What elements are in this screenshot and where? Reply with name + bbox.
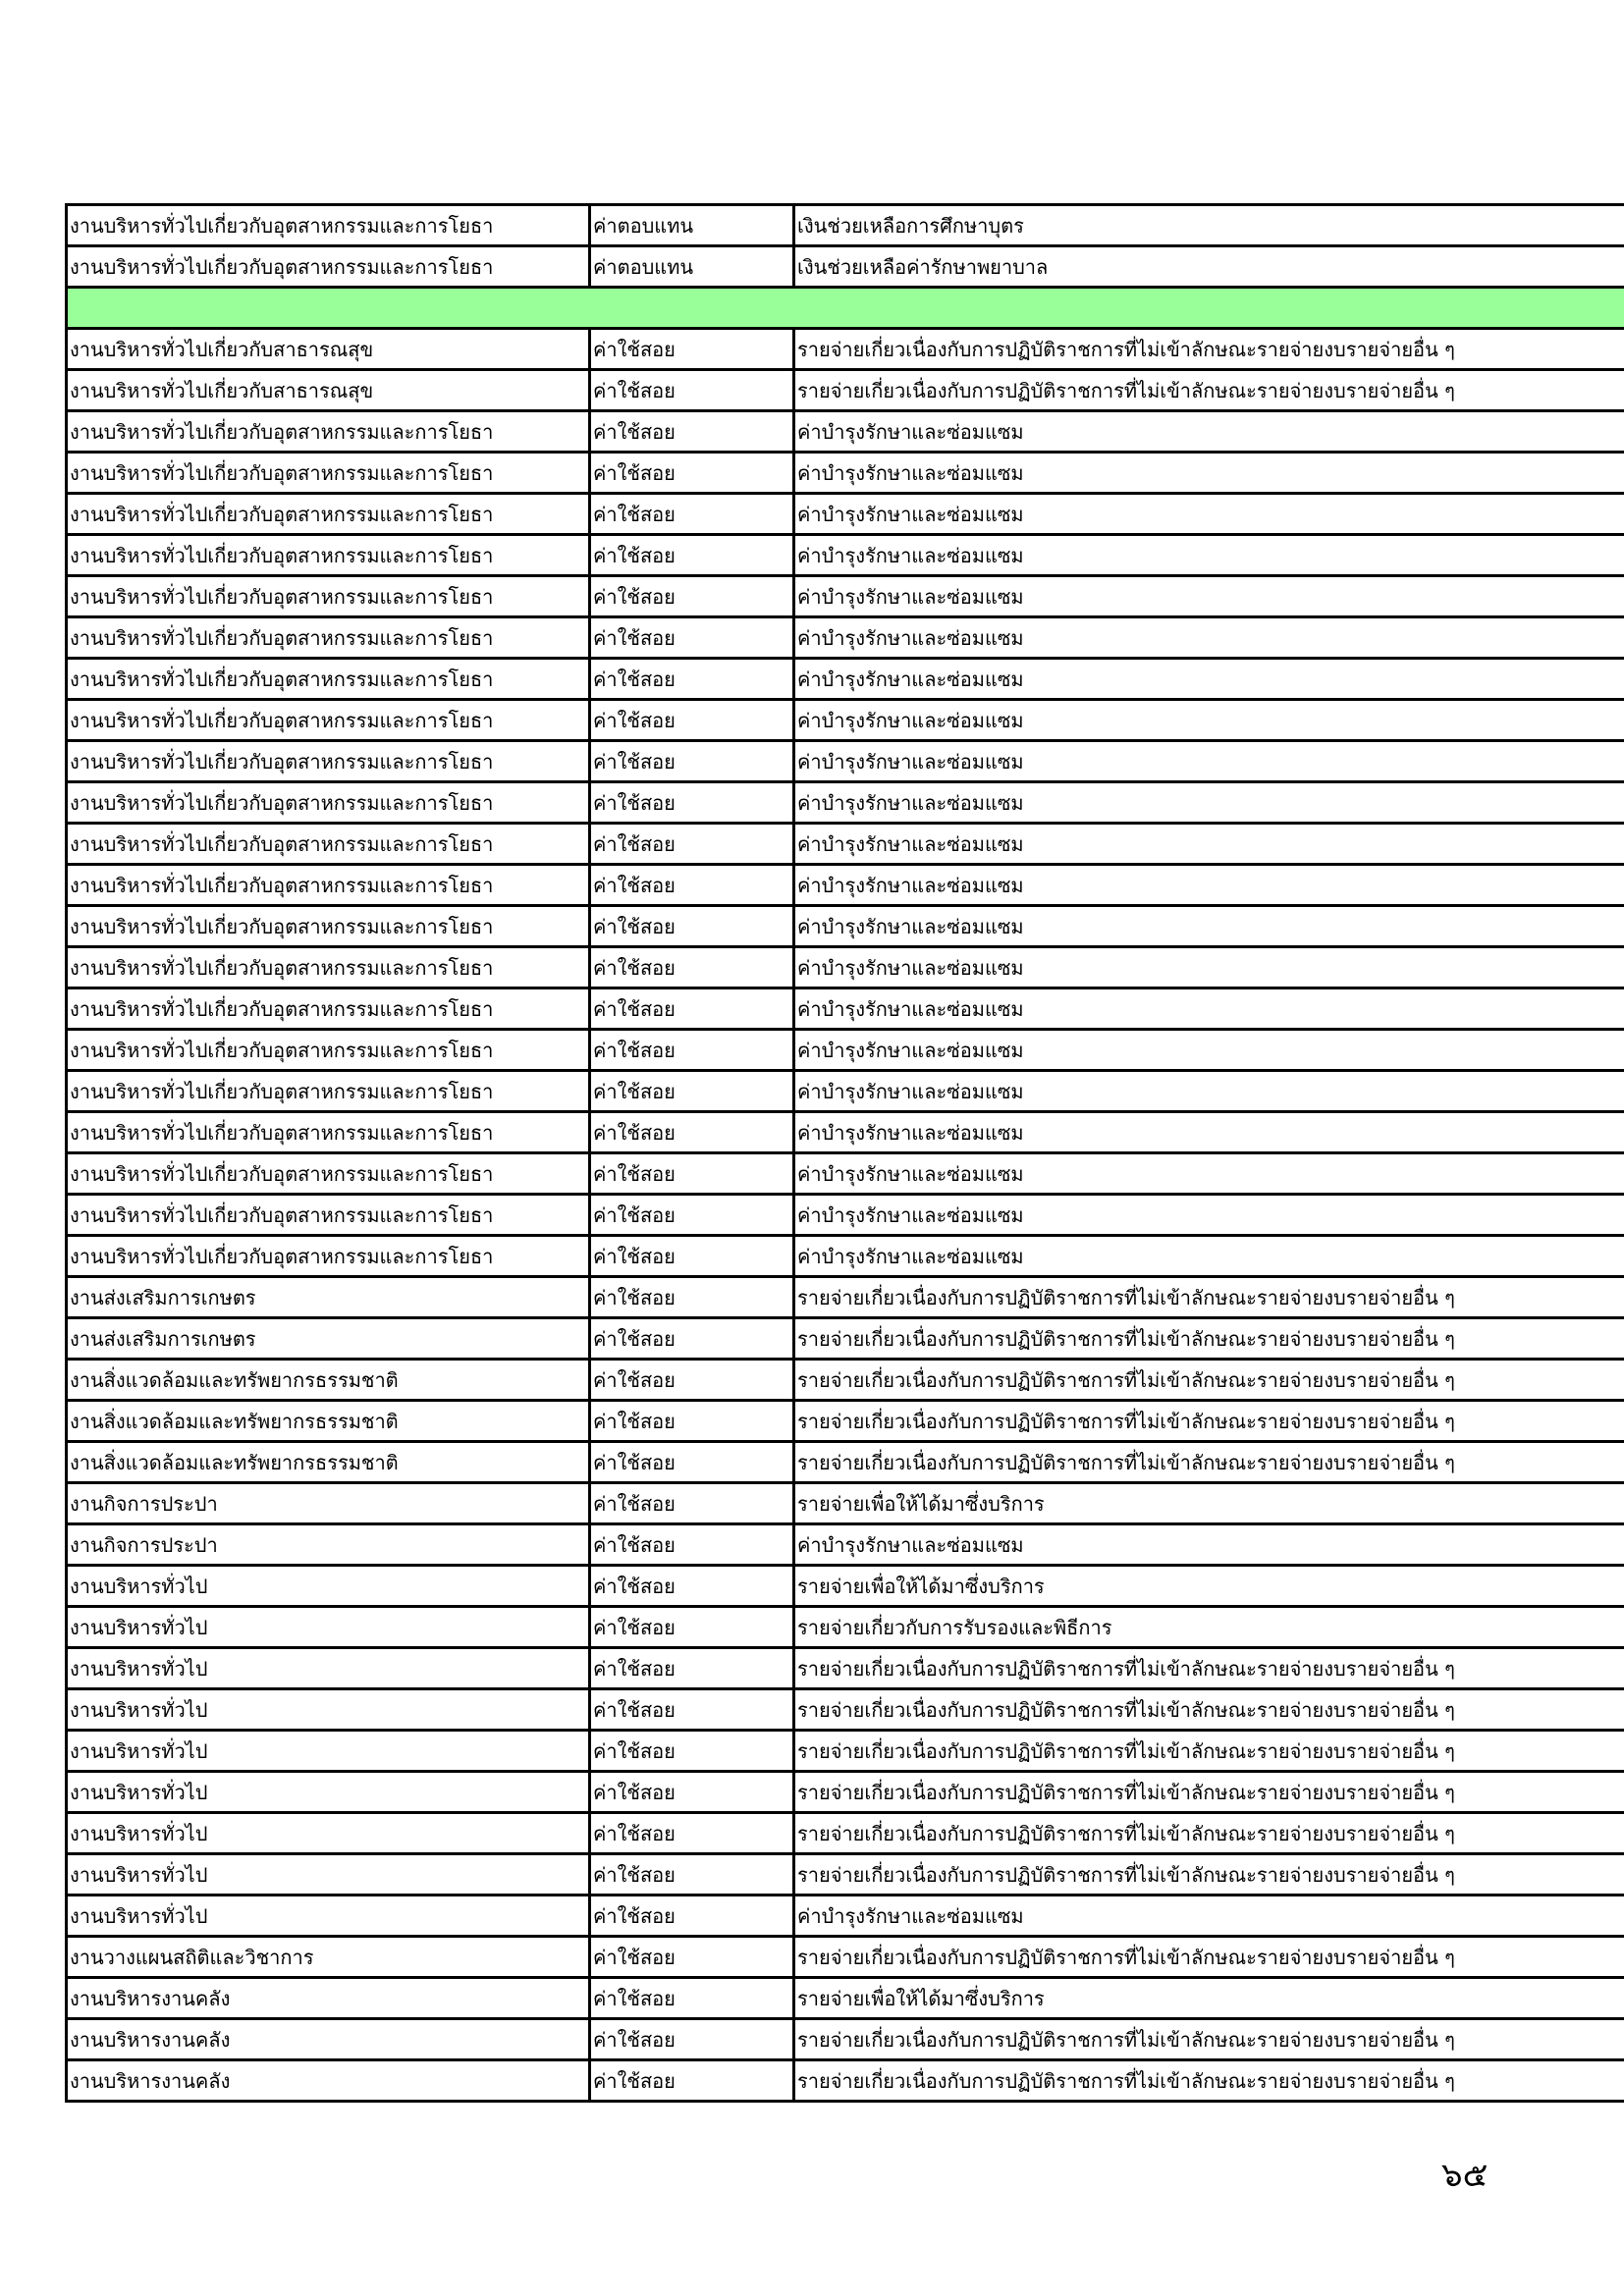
- expense-category-cell: ค่าใช้สอย: [590, 1689, 794, 1731]
- expense-category-cell: ค่าใช้สอย: [590, 453, 794, 494]
- work-unit-cell: งานบริหารทั่วไปเกี่ยวกับอุตสาหกรรมและการโยธา: [67, 1195, 590, 1236]
- table-row: [67, 1648, 1624, 1689]
- table-row: [67, 1112, 1624, 1153]
- work-unit-cell: งานบริหารทั่วไป: [67, 1689, 590, 1731]
- expense-item-cell: เงินช่วยเหลือการศึกษาบุตร: [794, 205, 1624, 246]
- expense-item-cell: ค่าบำรุงรักษาและซ่อมแซม: [794, 1030, 1624, 1071]
- expense-category-cell: ค่าใช้สอย: [590, 1813, 794, 1854]
- table-row: [67, 1483, 1624, 1524]
- expense-category-cell: ค่าใช้สอย: [590, 782, 794, 824]
- expense-item-cell: รายจ่ายเกี่ยวเนื่องกับการปฏิบัติราชการที่ไม่เข้าลักษณะรายจ่ายงบรายจ่ายอื่น ๆ: [794, 370, 1624, 411]
- table-row: [67, 782, 1624, 824]
- expense-item-cell: ค่าบำรุงรักษาและซ่อมแซม: [794, 741, 1624, 782]
- expense-item-cell: รายจ่ายเกี่ยวเนื่องกับการปฏิบัติราชการที่ไม่เข้าลักษณะรายจ่ายงบรายจ่ายอื่น ๆ: [794, 1772, 1624, 1813]
- expense-item-cell: รายจ่ายเกี่ยวกับการรับรองและพิธีการ: [794, 1607, 1624, 1648]
- expense-item-cell: ค่าบำรุงรักษาและซ่อมแซม: [794, 700, 1624, 741]
- table-row: [67, 1566, 1624, 1607]
- expense-category-cell: ค่าใช้สอย: [590, 329, 794, 370]
- expense-item-cell: ค่าบำรุงรักษาและซ่อมแซม: [794, 1236, 1624, 1277]
- work-unit-cell: งานบริหารทั่วไป: [67, 1607, 590, 1648]
- expense-item-cell: รายจ่ายเกี่ยวเนื่องกับการปฏิบัติราชการที่ไม่เข้าลักษณะรายจ่ายงบรายจ่ายอื่น ๆ: [794, 1318, 1624, 1360]
- table-row: [67, 576, 1624, 617]
- table-row: [67, 494, 1624, 535]
- table-row: [67, 1401, 1624, 1442]
- expense-item-cell: ค่าบำรุงรักษาและซ่อมแซม: [794, 453, 1624, 494]
- table-row: [67, 1813, 1624, 1854]
- table-row: [67, 329, 1624, 370]
- work-unit-cell: งานบริหารทั่วไปเกี่ยวกับอุตสาหกรรมและการโยธา: [67, 741, 590, 782]
- work-unit-cell: งานบริหารทั่วไปเกี่ยวกับสาธารณสุข: [67, 370, 590, 411]
- work-unit-cell: งานบริหารทั่วไปเกี่ยวกับอุตสาหกรรมและการโยธา: [67, 865, 590, 906]
- expense-category-cell: ค่าใช้สอย: [590, 1153, 794, 1195]
- expense-item-cell: รายจ่ายเกี่ยวเนื่องกับการปฏิบัติราชการที่ไม่เข้าลักษณะรายจ่ายงบรายจ่ายอื่น ๆ: [794, 1731, 1624, 1772]
- work-unit-cell: งานบริหารทั่วไปเกี่ยวกับอุตสาหกรรมและการโยธา: [67, 1030, 590, 1071]
- expense-item-cell: ค่าบำรุงรักษาและซ่อมแซม: [794, 1896, 1624, 1937]
- expense-category-cell: ค่าใช้สอย: [590, 1071, 794, 1112]
- expense-category-cell: ค่าใช้สอย: [590, 1896, 794, 1937]
- expense-item-cell: รายจ่ายเกี่ยวเนื่องกับการปฏิบัติราชการที่ไม่เข้าลักษณะรายจ่ายงบรายจ่ายอื่น ๆ: [794, 1648, 1624, 1689]
- expense-category-cell: ค่าใช้สอย: [590, 1772, 794, 1813]
- work-unit-cell: งานสิ่งแวดล้อมและทรัพยากรธรรมชาติ: [67, 1442, 590, 1483]
- table-row: [67, 453, 1624, 494]
- expense-item-cell: ค่าบำรุงรักษาและซ่อมแซม: [794, 1524, 1624, 1566]
- table-row: [67, 824, 1624, 865]
- expense-item-cell: ค่าบำรุงรักษาและซ่อมแซม: [794, 494, 1624, 535]
- expense-category-cell: ค่าใช้สอย: [590, 824, 794, 865]
- work-unit-cell: งานบริหารงานคลัง: [67, 2019, 590, 2060]
- expense-category-cell: ค่าใช้สอย: [590, 1978, 794, 2019]
- expense-category-cell: ค่าใช้สอย: [590, 1731, 794, 1772]
- table-row: [67, 906, 1624, 947]
- expense-category-cell: ค่าใช้สอย: [590, 576, 794, 617]
- work-unit-cell: งานบริหารทั่วไปเกี่ยวกับอุตสาหกรรมและการโยธา: [67, 988, 590, 1030]
- expense-category-cell: ค่าใช้สอย: [590, 2019, 794, 2060]
- expense-category-cell: ค่าใช้สอย: [590, 535, 794, 576]
- table-row: [67, 1153, 1624, 1195]
- expense-category-cell: ค่าใช้สอย: [590, 1442, 794, 1483]
- budget-table: [65, 203, 1624, 2103]
- expense-category-cell: ค่าใช้สอย: [590, 865, 794, 906]
- expense-category-cell: ค่าตอบแทน: [590, 205, 794, 246]
- work-unit-cell: งานบริหารทั่วไปเกี่ยวกับอุตสาหกรรมและการโยธา: [67, 700, 590, 741]
- expense-category-cell: ค่าใช้สอย: [590, 1854, 794, 1896]
- expense-item-cell: ค่าบำรุงรักษาและซ่อมแซม: [794, 1112, 1624, 1153]
- work-unit-cell: งานบริหารทั่วไปเกี่ยวกับอุตสาหกรรมและการโยธา: [67, 782, 590, 824]
- work-unit-cell: งานบริหารทั่วไป: [67, 1731, 590, 1772]
- expense-item-cell: รายจ่ายเกี่ยวเนื่องกับการปฏิบัติราชการที่ไม่เข้าลักษณะรายจ่ายงบรายจ่ายอื่น ๆ: [794, 2019, 1624, 2060]
- separator-row: [67, 288, 1624, 329]
- expense-category-cell: ค่าใช้สอย: [590, 1318, 794, 1360]
- work-unit-cell: งานบริหารทั่วไปเกี่ยวกับอุตสาหกรรมและการโยธา: [67, 824, 590, 865]
- table-row: [67, 1318, 1624, 1360]
- expense-item-cell: ค่าบำรุงรักษาและซ่อมแซม: [794, 824, 1624, 865]
- expense-item-cell: รายจ่ายเกี่ยวเนื่องกับการปฏิบัติราชการที่ไม่เข้าลักษณะรายจ่ายงบรายจ่ายอื่น ๆ: [794, 1689, 1624, 1731]
- separator-cell: [67, 288, 1624, 329]
- table-row: [67, 865, 1624, 906]
- table-row: [67, 411, 1624, 453]
- expense-item-cell: รายจ่ายเกี่ยวเนื่องกับการปฏิบัติราชการที่ไม่เข้าลักษณะรายจ่ายงบรายจ่ายอื่น ๆ: [794, 1937, 1624, 1978]
- table-row: [67, 1731, 1624, 1772]
- work-unit-cell: งานบริหารทั่วไปเกี่ยวกับสาธารณสุข: [67, 329, 590, 370]
- expense-item-cell: รายจ่ายเกี่ยวเนื่องกับการปฏิบัติราชการที่ไม่เข้าลักษณะรายจ่ายงบรายจ่ายอื่น ๆ: [794, 1442, 1624, 1483]
- table-row: [67, 947, 1624, 988]
- work-unit-cell: งานบริหารทั่วไป: [67, 1566, 590, 1607]
- work-unit-cell: งานวางแผนสถิติและวิชาการ: [67, 1937, 590, 1978]
- table-row: [67, 2060, 1624, 2102]
- work-unit-cell: งานบริหารทั่วไปเกี่ยวกับอุตสาหกรรมและการโยธา: [67, 411, 590, 453]
- expense-category-cell: ค่าใช้สอย: [590, 1937, 794, 1978]
- table-row: [67, 246, 1624, 288]
- table-row: [67, 2019, 1624, 2060]
- work-unit-cell: งานบริหารทั่วไปเกี่ยวกับอุตสาหกรรมและการโยธา: [67, 617, 590, 659]
- expense-category-cell: ค่าใช้สอย: [590, 1401, 794, 1442]
- expense-category-cell: ค่าใช้สอย: [590, 1648, 794, 1689]
- table-row: [67, 1236, 1624, 1277]
- expense-item-cell: ค่าบำรุงรักษาและซ่อมแซม: [794, 782, 1624, 824]
- expense-item-cell: เงินช่วยเหลือค่ารักษาพยาบาล: [794, 246, 1624, 288]
- table-row: [67, 1772, 1624, 1813]
- table-row: [67, 535, 1624, 576]
- table-row: [67, 1030, 1624, 1071]
- table-row: [67, 1978, 1624, 2019]
- table-row: [67, 1524, 1624, 1566]
- work-unit-cell: งานบริหารทั่วไปเกี่ยวกับอุตสาหกรรมและการโยธา: [67, 1112, 590, 1153]
- table-row: [67, 1937, 1624, 1978]
- expense-item-cell: รายจ่ายเพื่อให้ได้มาซึ่งบริการ: [794, 1566, 1624, 1607]
- expense-category-cell: ค่าใช้สอย: [590, 1236, 794, 1277]
- expense-category-cell: ค่าใช้สอย: [590, 494, 794, 535]
- expense-item-cell: ค่าบำรุงรักษาและซ่อมแซม: [794, 576, 1624, 617]
- work-unit-cell: งานบริหารทั่วไปเกี่ยวกับอุตสาหกรรมและการโยธา: [67, 1153, 590, 1195]
- expense-item-cell: ค่าบำรุงรักษาและซ่อมแซม: [794, 659, 1624, 700]
- expense-item-cell: รายจ่ายเกี่ยวเนื่องกับการปฏิบัติราชการที่ไม่เข้าลักษณะรายจ่ายงบรายจ่ายอื่น ๆ: [794, 329, 1624, 370]
- table-row: [67, 741, 1624, 782]
- work-unit-cell: งานบริหารงานคลัง: [67, 1978, 590, 2019]
- expense-category-cell: ค่าใช้สอย: [590, 988, 794, 1030]
- expense-item-cell: รายจ่ายเพื่อให้ได้มาซึ่งบริการ: [794, 1978, 1624, 2019]
- expense-item-cell: ค่าบำรุงรักษาและซ่อมแซม: [794, 906, 1624, 947]
- table-row: [67, 659, 1624, 700]
- expense-item-cell: รายจ่ายเกี่ยวเนื่องกับการปฏิบัติราชการที่ไม่เข้าลักษณะรายจ่ายงบรายจ่ายอื่น ๆ: [794, 1854, 1624, 1896]
- expense-item-cell: ค่าบำรุงรักษาและซ่อมแซม: [794, 411, 1624, 453]
- table-row: [67, 1277, 1624, 1318]
- expense-category-cell: ค่าใช้สอย: [590, 2060, 794, 2102]
- expense-category-cell: ค่าใช้สอย: [590, 700, 794, 741]
- expense-item-cell: ค่าบำรุงรักษาและซ่อมแซม: [794, 1153, 1624, 1195]
- expense-item-cell: รายจ่ายเกี่ยวเนื่องกับการปฏิบัติราชการที่ไม่เข้าลักษณะรายจ่ายงบรายจ่ายอื่น ๆ: [794, 1401, 1624, 1442]
- expense-category-cell: ค่าตอบแทน: [590, 246, 794, 288]
- expense-item-cell: ค่าบำรุงรักษาและซ่อมแซม: [794, 1195, 1624, 1236]
- table-row: [67, 370, 1624, 411]
- expense-category-cell: ค่าใช้สอย: [590, 370, 794, 411]
- expense-category-cell: ค่าใช้สอย: [590, 1195, 794, 1236]
- work-unit-cell: งานบริหารทั่วไป: [67, 1648, 590, 1689]
- table-row: [67, 1607, 1624, 1648]
- table-row: [67, 700, 1624, 741]
- work-unit-cell: งานบริหารทั่วไป: [67, 1772, 590, 1813]
- table-row: [67, 1195, 1624, 1236]
- work-unit-cell: งานบริหารทั่วไปเกี่ยวกับอุตสาหกรรมและการโยธา: [67, 576, 590, 617]
- expense-category-cell: ค่าใช้สอย: [590, 906, 794, 947]
- expense-category-cell: ค่าใช้สอย: [590, 1607, 794, 1648]
- table-row: [67, 988, 1624, 1030]
- work-unit-cell: งานบริหารทั่วไปเกี่ยวกับอุตสาหกรรมและการโยธา: [67, 453, 590, 494]
- work-unit-cell: งานบริหารทั่วไปเกี่ยวกับอุตสาหกรรมและการโยธา: [67, 659, 590, 700]
- expense-category-cell: ค่าใช้สอย: [590, 1566, 794, 1607]
- expense-category-cell: ค่าใช้สอย: [590, 659, 794, 700]
- expense-category-cell: ค่าใช้สอย: [590, 947, 794, 988]
- work-unit-cell: งานบริหารทั่วไปเกี่ยวกับอุตสาหกรรมและการโยธา: [67, 947, 590, 988]
- expense-item-cell: รายจ่ายเกี่ยวเนื่องกับการปฏิบัติราชการที่ไม่เข้าลักษณะรายจ่ายงบรายจ่ายอื่น ๆ: [794, 2060, 1624, 2102]
- work-unit-cell: งานบริหารทั่วไปเกี่ยวกับอุตสาหกรรมและการโยธา: [67, 246, 590, 288]
- table-row: [67, 1071, 1624, 1112]
- expense-category-cell: ค่าใช้สอย: [590, 741, 794, 782]
- work-unit-cell: งานบริหารทั่วไปเกี่ยวกับอุตสาหกรรมและการโยธา: [67, 1071, 590, 1112]
- work-unit-cell: งานบริหารทั่วไปเกี่ยวกับอุตสาหกรรมและการโยธา: [67, 535, 590, 576]
- work-unit-cell: งานสิ่งแวดล้อมและทรัพยากรธรรมชาติ: [67, 1401, 590, 1442]
- expense-item-cell: ค่าบำรุงรักษาและซ่อมแซม: [794, 535, 1624, 576]
- work-unit-cell: งานส่งเสริมการเกษตร: [67, 1318, 590, 1360]
- expense-item-cell: ค่าบำรุงรักษาและซ่อมแซม: [794, 988, 1624, 1030]
- expense-category-cell: ค่าใช้สอย: [590, 617, 794, 659]
- work-unit-cell: งานบริหารทั่วไปเกี่ยวกับอุตสาหกรรมและการโยธา: [67, 1236, 590, 1277]
- work-unit-cell: งานบริหารทั่วไปเกี่ยวกับอุตสาหกรรมและการโยธา: [67, 494, 590, 535]
- table-row: [67, 1442, 1624, 1483]
- work-unit-cell: งานบริหารทั่วไปเกี่ยวกับอุตสาหกรรมและการโยธา: [67, 205, 590, 246]
- work-unit-cell: งานสิ่งแวดล้อมและทรัพยากรธรรมชาติ: [67, 1360, 590, 1401]
- work-unit-cell: งานบริหารทั่วไปเกี่ยวกับอุตสาหกรรมและการโยธา: [67, 906, 590, 947]
- table-row: [67, 1896, 1624, 1937]
- expense-item-cell: รายจ่ายเกี่ยวเนื่องกับการปฏิบัติราชการที่ไม่เข้าลักษณะรายจ่ายงบรายจ่ายอื่น ๆ: [794, 1360, 1624, 1401]
- expense-category-cell: ค่าใช้สอย: [590, 1483, 794, 1524]
- expense-item-cell: ค่าบำรุงรักษาและซ่อมแซม: [794, 865, 1624, 906]
- expense-item-cell: รายจ่ายเกี่ยวเนื่องกับการปฏิบัติราชการที่ไม่เข้าลักษณะรายจ่ายงบรายจ่ายอื่น ๆ: [794, 1813, 1624, 1854]
- work-unit-cell: งานบริหารทั่วไป: [67, 1813, 590, 1854]
- work-unit-cell: งานบริหารทั่วไป: [67, 1896, 590, 1937]
- table-row: [67, 205, 1624, 246]
- work-unit-cell: งานส่งเสริมการเกษตร: [67, 1277, 590, 1318]
- page-number: ๖๕: [1441, 2156, 1489, 2195]
- table-row: [67, 617, 1624, 659]
- table-row: [67, 1854, 1624, 1896]
- expense-category-cell: ค่าใช้สอย: [590, 1030, 794, 1071]
- expense-category-cell: ค่าใช้สอย: [590, 1360, 794, 1401]
- expense-category-cell: ค่าใช้สอย: [590, 1277, 794, 1318]
- table-row: [67, 1360, 1624, 1401]
- expense-category-cell: ค่าใช้สอย: [590, 1112, 794, 1153]
- work-unit-cell: งานกิจการประปา: [67, 1524, 590, 1566]
- expense-category-cell: ค่าใช้สอย: [590, 1524, 794, 1566]
- table-row: [67, 1689, 1624, 1731]
- expense-item-cell: ค่าบำรุงรักษาและซ่อมแซม: [794, 947, 1624, 988]
- expense-item-cell: ค่าบำรุงรักษาและซ่อมแซม: [794, 617, 1624, 659]
- expense-item-cell: ค่าบำรุงรักษาและซ่อมแซม: [794, 1071, 1624, 1112]
- work-unit-cell: งานบริหารงานคลัง: [67, 2060, 590, 2102]
- work-unit-cell: งานบริหารทั่วไป: [67, 1854, 590, 1896]
- expense-item-cell: รายจ่ายเพื่อให้ได้มาซึ่งบริการ: [794, 1483, 1624, 1524]
- expense-category-cell: ค่าใช้สอย: [590, 411, 794, 453]
- expense-item-cell: รายจ่ายเกี่ยวเนื่องกับการปฏิบัติราชการที่ไม่เข้าลักษณะรายจ่ายงบรายจ่ายอื่น ๆ: [794, 1277, 1624, 1318]
- work-unit-cell: งานกิจการประปา: [67, 1483, 590, 1524]
